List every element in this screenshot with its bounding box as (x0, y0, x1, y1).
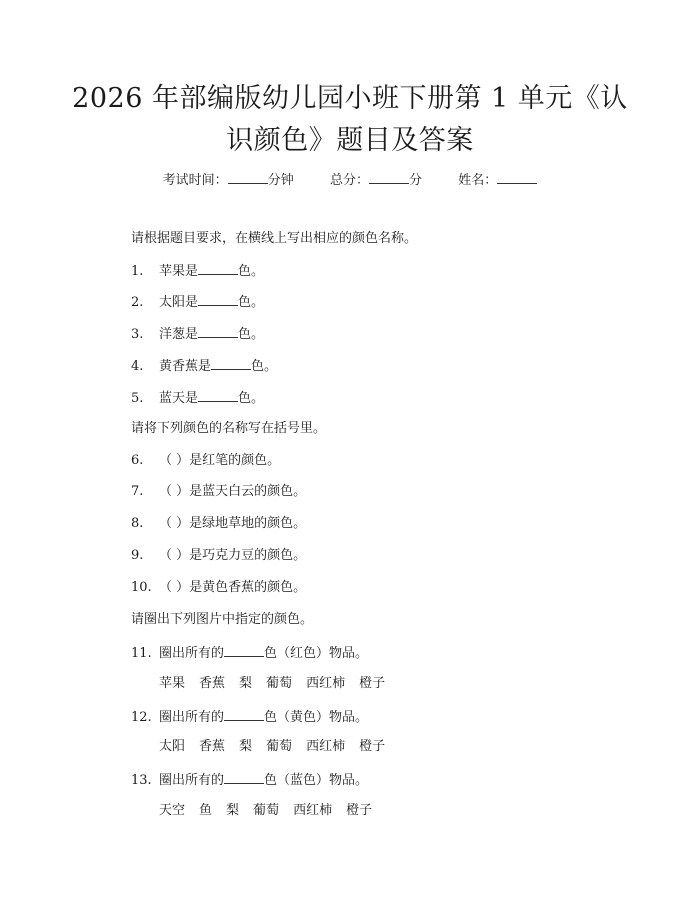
time-unit: 分钟 (267, 173, 294, 188)
choice-item: 天空 (159, 803, 186, 818)
question-item: 10. （ ）是黄色香蕉的颜色。 (131, 580, 307, 595)
question-item: 6. （ ）是红笔的颜色。 (131, 453, 281, 468)
choice-item: 梨 (239, 676, 253, 691)
score-unit: 分 (409, 173, 423, 188)
choice-item: 太阳 (159, 739, 186, 754)
question-item: 13. 圈出所有的 色（蓝色）物品。 (131, 770, 368, 790)
answer-blank (224, 707, 264, 721)
answer-blank (224, 643, 264, 657)
choice-row (159, 675, 399, 693)
choice-item: 葡萄 (253, 803, 280, 818)
choice-item: 鱼 (199, 803, 213, 818)
answer-blank (198, 324, 238, 338)
choice-item: 香蕉 (199, 739, 226, 754)
answer-blank (198, 292, 238, 306)
section3-instruction: 请圈出下列图片中指定的颜色。 (131, 612, 314, 627)
choice-item: 西红柿 (293, 803, 333, 818)
section2-instruction: 请将下列颜色的名称写在括号里。 (131, 421, 327, 436)
choice-item: 葡萄 (266, 676, 293, 691)
name-label: 姓名： (458, 173, 498, 188)
question-item: 7. （ ）是蓝天白云的颜色。 (131, 484, 307, 499)
choice-item: 橙子 (359, 676, 386, 691)
choice-item: 梨 (239, 739, 253, 754)
page-title (60, 78, 640, 162)
choice-item: 西红柿 (306, 676, 346, 691)
answer-blank (198, 261, 238, 275)
name-blank (497, 170, 537, 184)
answer-blank (211, 356, 251, 370)
question-item: 4. 黄香蕉是 色。 (131, 356, 277, 376)
choice-item: 苹果 (159, 676, 186, 691)
answer-blank (198, 388, 238, 402)
title-line-2: 识颜色》题目及答案 (226, 125, 474, 156)
choice-item: 香蕉 (199, 676, 226, 691)
exam-meta (0, 169, 700, 188)
answer-blank (224, 770, 264, 784)
section1-instruction: 请根据题目要求，在横线上写出相应的颜色名称。 (131, 231, 418, 246)
question-item: 8. （ ）是绿地草地的颜色。 (131, 516, 307, 531)
time-blank (228, 170, 268, 184)
title-line-1: 2026 年部编版幼儿园小班下册第 1 单元《认 (72, 83, 628, 114)
choice-item: 橙子 (359, 739, 386, 754)
question-item: 9. （ ）是巧克力豆的颜色。 (131, 548, 307, 563)
choice-row (159, 738, 399, 756)
score-label: 总分： (329, 173, 369, 188)
question-item: 5. 蓝天是 色。 (131, 388, 264, 408)
choice-item: 橙子 (346, 803, 373, 818)
question-item: 11. 圈出所有的 色（红色）物品。 (131, 643, 368, 663)
question-item: 2. 太阳是 色。 (131, 292, 264, 312)
score-blank (369, 170, 409, 184)
question-item: 3. 洋葱是 色。 (131, 324, 264, 344)
question-item: 12. 圈出所有的 色（黄色）物品。 (131, 707, 368, 727)
choice-item: 西红柿 (306, 739, 346, 754)
choice-item: 葡萄 (266, 739, 293, 754)
question-item: 1. 苹果是 色。 (131, 261, 264, 281)
choice-item: 梨 (226, 803, 240, 818)
choice-row (159, 802, 386, 820)
time-label: 考试时间： (162, 173, 228, 188)
